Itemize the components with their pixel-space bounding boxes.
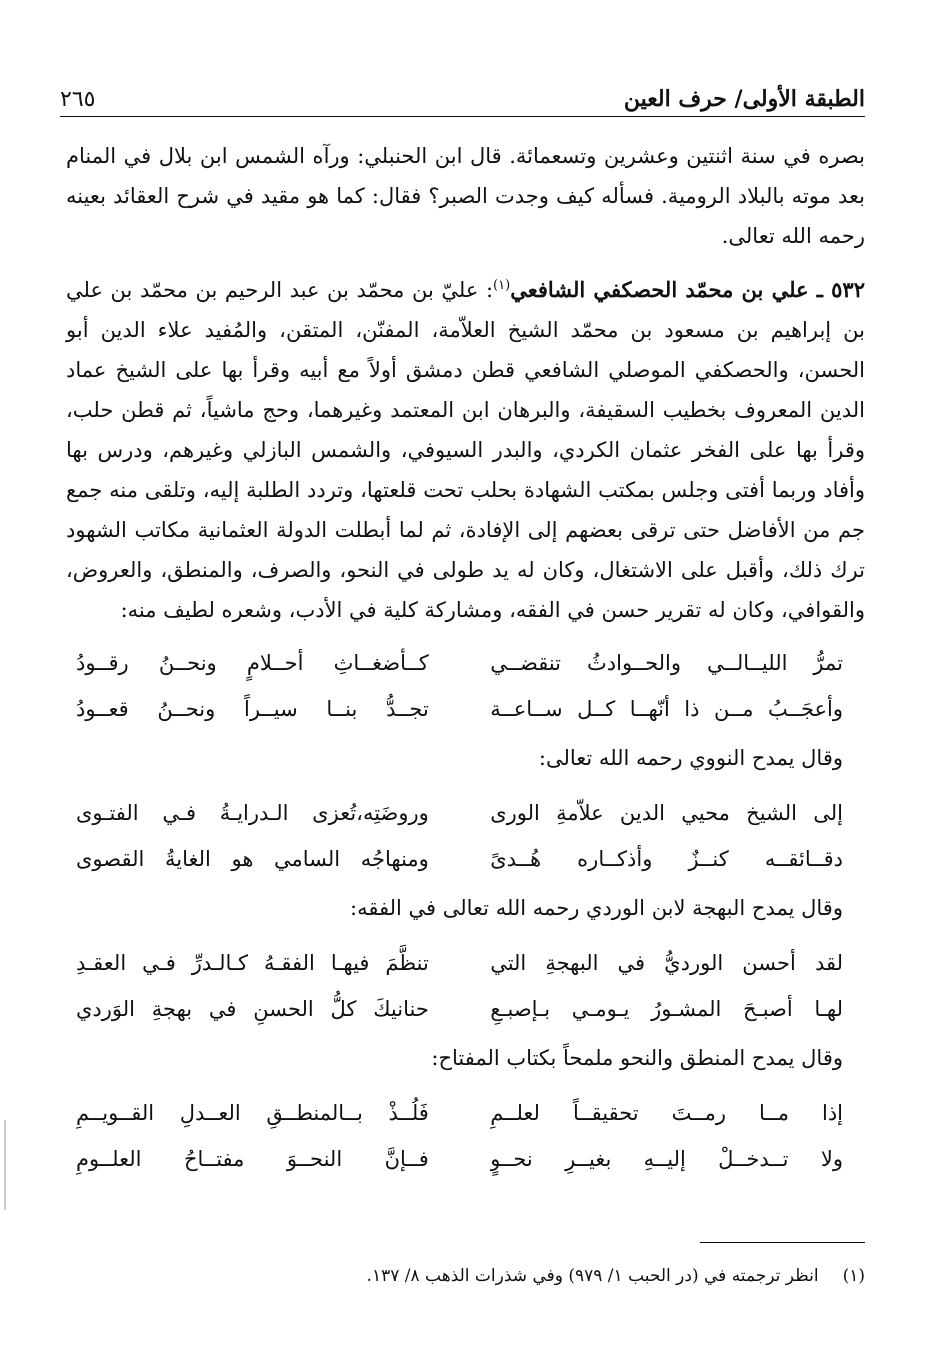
verse-line xyxy=(66,986,865,1032)
verse-line xyxy=(66,640,865,686)
first-hemistich: إذا مــا رمــتَ تحقيقــاً لعلــمِ xyxy=(490,1101,843,1125)
page-header xyxy=(60,72,865,112)
second-hemistich: حنانيكَ كلُّ الحسنِ في بهجةِ الوَردي xyxy=(76,997,429,1021)
footnote-number: (١) xyxy=(842,1266,865,1286)
first-hemistich: إلى الشيخ محيي الدين علاّمةِ الورى xyxy=(490,801,843,825)
poem-intro: وقال يمدح النووي رحمه الله تعالى: xyxy=(538,746,843,770)
main-text xyxy=(66,136,865,1186)
verse-line xyxy=(66,940,865,986)
poem-intro: وقال يمدح البهجة لابن الوردي رحمه الله تعالى في الفقه: xyxy=(350,896,843,920)
verse-line xyxy=(66,686,865,732)
poem-2 xyxy=(66,790,865,882)
poem-4 xyxy=(66,1090,865,1182)
second-hemistich: تنظَّمَ فيهـا الفقـهُ كـالـدرِّ فـي العقـدِ xyxy=(76,951,429,975)
poem-1 xyxy=(66,640,865,732)
entry-heading: ٥٣٢ ـ علي بن محمّد الحصكفي الشافعي xyxy=(510,277,865,302)
first-hemistich: دقــائقــه كنــزٌ وأذكــاره هُــدىً xyxy=(490,847,843,871)
footnote xyxy=(66,1262,865,1290)
verse-line xyxy=(66,836,865,882)
footnote-reference: (١) xyxy=(493,278,511,293)
second-hemistich: فــإنَّ النحــوَ مفتــاحُ العلــومِ xyxy=(76,1147,429,1171)
running-title: الطبقة الأولى/ حرف العين xyxy=(623,86,865,112)
second-hemistich: تجــدُّ بنــا سيــراً ونحــنُ قعــودُ xyxy=(76,697,429,721)
continuation-paragraph: بصره في سنة اثنتين وعشرين وتسعمائة. قال ابن الحنبلي: ورآه الشمس ابن بلال في المنام بعد موته بالبلاد الرومية. فسأله كيف وجدت الصبر؟ فقال: كما هو مقيد في شرح العقائد بعينه رحمه الله تعالى. xyxy=(66,144,865,248)
verse-line xyxy=(66,1090,865,1136)
scan-edge-mark xyxy=(2,1120,8,1210)
second-hemistich: فَلُــذْ بــالمنطــقِ العــدلِ القــويــمِ xyxy=(76,1101,429,1125)
poem-intro: وقال يمدح المنطق والنحو ملمحاً بكتاب المفتاح: xyxy=(431,1046,843,1070)
first-hemistich: ولا تــدخــلْ إليــهِ بغيــرِ نحــوٍ xyxy=(490,1147,843,1171)
first-hemistich: وأعجَــبُ مــن ذا أنّهــا كــل ســاعــة xyxy=(490,697,843,721)
first-hemistich: لقد أحسن الورديُّ في البهجةِ التي xyxy=(490,951,843,975)
page-number: ٢٦٥ xyxy=(60,87,96,112)
footnote-text: انظر ترجمته في (در الحبب ١/ ٩٧٩) وفي شذرات الذهب ٨/ ١٣٧. xyxy=(366,1266,819,1286)
header-rule xyxy=(60,116,865,117)
second-hemistich: وروضَتِه،تُعزى الـدرايـةُ فـي الفتـوى xyxy=(76,801,429,825)
entry-body: : عليّ بن محمّد بن عبد الرحيم بن محمّد بن علي بن إبراهيم بن مسعود بن محمّد الشيخ العلاّمة، المفنّن، المتقن، والمُفيد علاء الدين أبو الحسن، والحصكفي الموصلي الشافعي قطن دمشق أولاً مع أبيه وقرأ بها على الشيخ عماد الدين المعروف بخطيب السقيفة، والبرهان ابن المعتمد وغيرهما، وحج ماشياً، ثم قطن حلب، وقرأ بها على الفخر عثمان الكردي، والبدر السيوفي، والشمس البازلي وغيرهم، ودرس بها وأفاد وربما أفتى وجلس بمكتب الشهادة بحلب تحت قلعتها، وتردد الطلبة إليه، وتلقى منه جمع جم من الأفاضل حتى ترقى بعضهم إلى الإفادة، ثم لما أبطلت الدولة العثمانية مكاتب الشهود ترك ذلك، وأقبل على الاشتغال، وكان له يد طولى في النحو، والصرف، والمنطق، والعروض، والقوافي، وكان له تقرير حسن في الفقه، ومشاركة كلية في الأدب، وشعره لطيف منه: xyxy=(66,278,865,622)
poem-3 xyxy=(66,940,865,1032)
footnote-rule xyxy=(700,1242,865,1243)
second-hemistich: ومنهاجُه السامي هو الغايةُ القصوى xyxy=(76,847,429,871)
verse-line xyxy=(66,790,865,836)
first-hemistich: تمرُّ الليــالــي والحــوادثُ تنقضــي xyxy=(490,651,843,675)
biography-entry xyxy=(66,270,865,630)
first-hemistich: لهـا أصبـحَ المشـورُ يـومـي بـإصبـعِ xyxy=(490,997,843,1021)
verse-line xyxy=(66,1136,865,1182)
second-hemistich: كــأضغــاثِ أحــلامٍ ونحــنُ رقــودُ xyxy=(76,651,429,675)
